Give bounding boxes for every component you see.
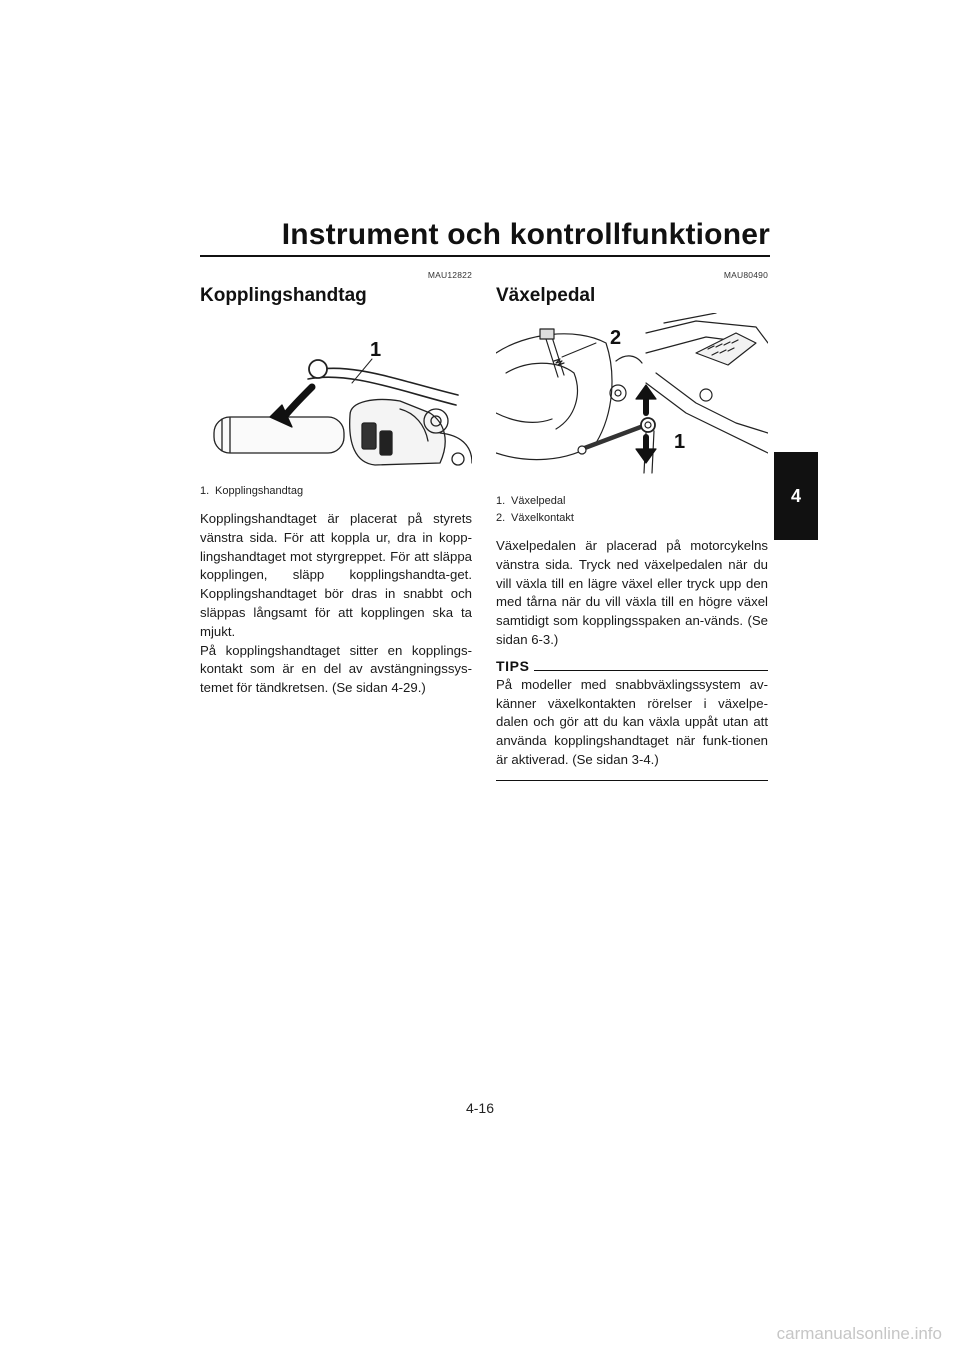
page-number: 4-16 (465, 1100, 495, 1116)
legend-item: 1. Kopplingshandtag (200, 485, 304, 497)
callout-2: 2 (610, 327, 622, 349)
figure-legend (496, 493, 768, 527)
figure-legend (200, 483, 472, 500)
body-paragraph: På kopplingshandtaget sitter en kopplings-kontakt som är en del av avstängningssys-temet för tändkretsen. (Se sidan 4-29.) (200, 642, 472, 696)
tips-header (496, 658, 768, 674)
legend-item: 2. Växelkontakt (496, 512, 574, 524)
left-column (200, 270, 472, 698)
chapter-tab[interactable]: 4 (774, 452, 818, 540)
body-paragraph: Kopplingshandtaget är placerat på styrets vänstra sida. För att koppla ur, dra in kopp-lingshandtaget mot styrgreppet. För att släppa kopplingen, släpp kopplingshandta-get. Kopplingshandtaget bör dras in snabbt och släppas långsamt för att kopplingen ska ta mjukt. (200, 511, 472, 639)
shift-pedal-illustration (496, 313, 768, 481)
tips-rule (534, 670, 768, 671)
callout-1: 1 (370, 339, 382, 361)
tips-text: På modeller med snabbväxlingssystem av-känner växelkontakten rörelser i växelpe-dalen och gör att du kan växla uppåt utan att använda kopplingshandtaget när funk-tionen är aktiverad. (Se sidan 3-4.) (496, 676, 768, 767)
legend-item: 1. Växelpedal (496, 495, 566, 507)
section-heading-clutch-lever: Kopplingshandtag (200, 285, 367, 306)
title-rule (200, 255, 770, 257)
section-code: MAU80490 (723, 270, 768, 280)
body-paragraph: Växelpedalen är placerad på motorcykelns vänstra sida. Tryck ned växelpedalen när du vill växla till en lägre växel eller tryck upp den med tårna när du vill växla till en högre växel samtidigt som kopplingsspaken an-vänds. (Se sidan 6-3.) (496, 538, 768, 647)
section-code: MAU12822 (427, 270, 472, 280)
tips-end-rule (496, 780, 768, 781)
callout-1: 1 (674, 431, 686, 453)
tips-label: TIPS (496, 657, 530, 674)
section-heading-shift-pedal: Växelpedal (496, 285, 596, 306)
page-title: Instrument och kontrollfunktioner (281, 218, 770, 251)
clutch-lever-illustration (200, 313, 472, 471)
right-column (496, 270, 768, 781)
watermark: carmanualsonline.info (776, 1324, 942, 1343)
